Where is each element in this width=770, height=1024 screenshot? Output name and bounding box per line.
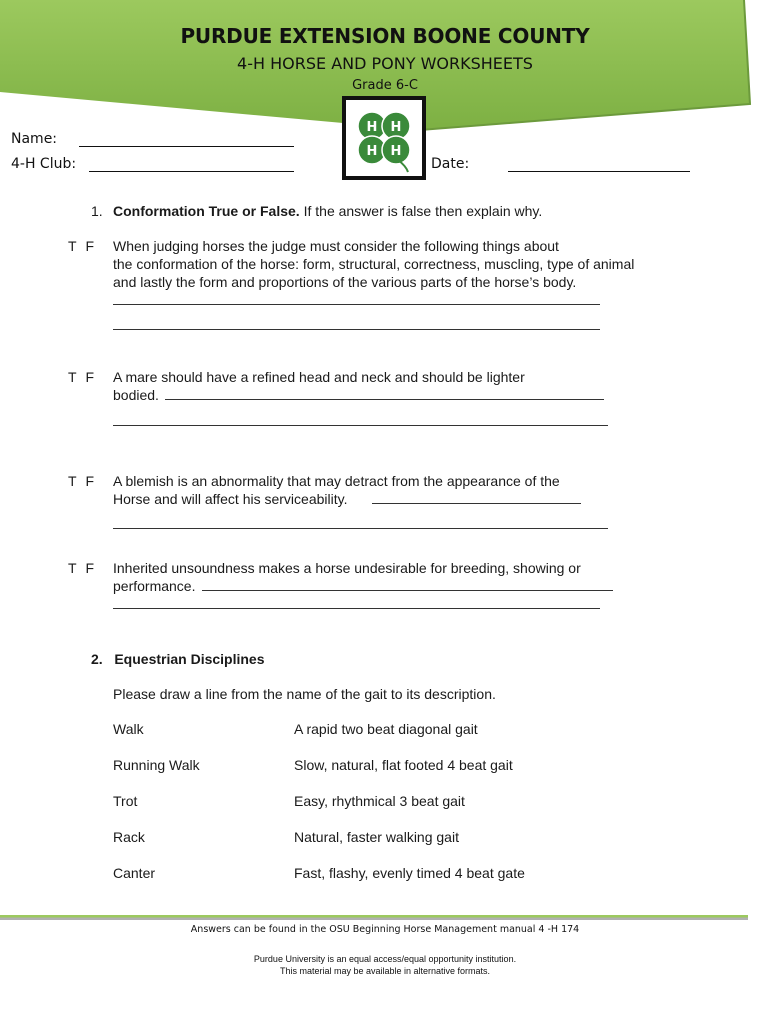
- footer-disclaimer: [0, 953, 770, 977]
- true-false-choice[interactable]: TF: [68, 369, 104, 385]
- section1-number: 1.: [91, 203, 103, 219]
- answers-note: Answers can be found in the OSU Beginning Horse Management manual 4 -H 174: [190, 924, 580, 935]
- name-label: Name:: [11, 131, 58, 147]
- gait-name[interactable]: Rack: [113, 829, 145, 845]
- gait-description[interactable]: Easy, rhythmical 3 beat gait: [294, 793, 465, 809]
- section1-heading: [113, 202, 542, 220]
- answer-line[interactable]: [113, 425, 608, 426]
- section2-instruction: Please draw a line from the name of the gait to its description.: [113, 686, 496, 702]
- answer-line[interactable]: [113, 528, 608, 529]
- answer-line[interactable]: [113, 304, 600, 305]
- answer-line[interactable]: [113, 608, 600, 609]
- gait-description[interactable]: Slow, natural, flat footed 4 beat gait: [294, 757, 513, 773]
- answer-line[interactable]: [113, 329, 600, 330]
- clover-letter: H: [366, 120, 378, 135]
- answer-line[interactable]: [372, 503, 581, 504]
- alt-formats-text: This material may be available in alternative formats.: [279, 966, 491, 976]
- q1-line1: When judging horses the judge must consider the following things about: [113, 238, 559, 254]
- section1-heading-bold: Conformation True or False.: [113, 203, 300, 219]
- q2-line2: bodied.: [113, 387, 159, 403]
- true-false-choice[interactable]: TF: [68, 560, 104, 576]
- gait-name[interactable]: Canter: [113, 865, 156, 881]
- true-false-choice[interactable]: TF: [68, 473, 104, 489]
- q1-line2: the conformation of the horse: form, structural, correctness, muscling, type of animal: [113, 256, 635, 272]
- section2-heading: 2. Equestrian Disciplines: [91, 651, 265, 667]
- club-field[interactable]: [89, 171, 294, 172]
- gait-name[interactable]: Running Walk: [113, 757, 200, 773]
- q4-line2: performance.: [113, 578, 196, 594]
- gait-name[interactable]: Trot: [113, 793, 138, 809]
- page-subtitle: 4-H HORSE AND PONY WORKSHEETS: [237, 54, 533, 73]
- 4h-logo: [342, 96, 426, 180]
- footer-divider: [0, 915, 748, 921]
- gait-description[interactable]: Fast, flashy, evenly timed 4 beat gate: [294, 865, 525, 881]
- grade-label: Grade 6-C: [352, 78, 418, 93]
- q4-line1: Inherited unsoundness makes a horse undesirable for breeding, showing or: [113, 560, 581, 576]
- page-title: PURDUE EXTENSION BOONE COUNTY: [180, 24, 590, 48]
- equal-opportunity-text: Purdue University is an equal access/equal opportunity institution.: [253, 954, 517, 964]
- club-label: 4-H Club:: [11, 156, 77, 172]
- gait-name[interactable]: Walk: [113, 721, 144, 737]
- name-field[interactable]: [79, 146, 294, 147]
- clover-letter: H: [366, 144, 378, 159]
- section1-heading-rest: If the answer is false then explain why.: [299, 203, 543, 219]
- q2-line1: A mare should have a refined head and neck and should be lighter: [113, 369, 525, 385]
- true-false-choice[interactable]: TF: [68, 238, 104, 254]
- clover-letter: H: [390, 120, 402, 135]
- gait-description[interactable]: Natural, faster walking gait: [294, 829, 459, 845]
- clover-letter: H: [390, 144, 402, 159]
- date-field[interactable]: [508, 171, 690, 172]
- q3-line1: A blemish is an abnormality that may detract from the appearance of the: [113, 473, 560, 489]
- gait-description[interactable]: A rapid two beat diagonal gait: [294, 721, 478, 737]
- answer-line[interactable]: [165, 399, 604, 400]
- 4h-clover-icon: [346, 100, 422, 176]
- date-label: Date:: [431, 156, 470, 172]
- answer-line[interactable]: [202, 590, 613, 591]
- q1-line3: and lastly the form and proportions of the various parts of the horse’s body.: [113, 274, 577, 290]
- q3-line2: Horse and will affect his serviceability.: [113, 491, 348, 507]
